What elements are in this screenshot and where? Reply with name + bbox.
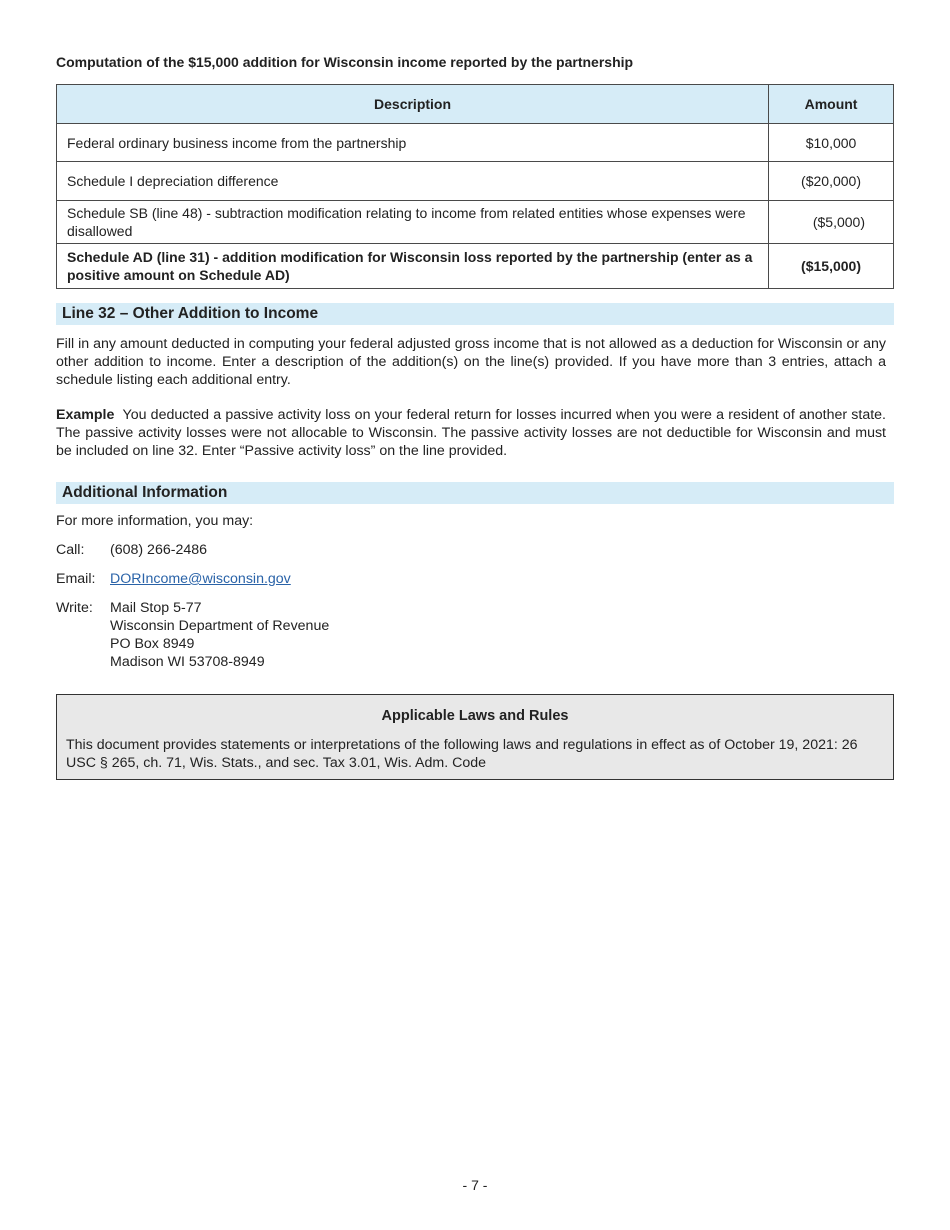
header-amount: Amount	[769, 85, 894, 124]
phone-number: (608) 266-2486	[110, 542, 208, 558]
row-description: Schedule AD (line 31) - addition modification for Wisconsin loss reported by the partnership (enter as a positive amount on Schedule AD)	[57, 244, 769, 289]
example-text: You deducted a passive activity loss on your federal return for losses incurred when you were a resident of another state. The passive activity losses were not allocable to Wisconsin. The passive activity losses are not deductible for Wisconsin and must be included on line 32. Enter “Passive activity loss” on the line provided.	[56, 407, 886, 459]
line32-heading: Line 32 – Other Addition to Income	[56, 303, 894, 325]
table-row-total	[57, 244, 894, 289]
address-line: PO Box 8949	[110, 636, 195, 652]
laws-text: This document provides statements or interpretations of the following laws and regulations in effect as of October 19, 2021: 26 USC § 265, ch. 71, Wis. Stats., and sec. Tax 3.01, Wis. Adm. Code	[66, 737, 858, 771]
page-number: - 7 -	[462, 1177, 488, 1193]
table-row	[57, 162, 894, 201]
line32-example	[56, 406, 886, 460]
additional-info-intro: For more information, you may:	[56, 513, 254, 529]
table-row	[57, 124, 894, 162]
header-description: Description	[57, 85, 769, 124]
row-amount: ($15,000)	[769, 244, 894, 289]
table-caption: Computation of the $15,000 addition for Wisconsin income reported by the partnership	[56, 54, 634, 70]
row-amount: ($5,000)	[769, 201, 894, 244]
row-description: Schedule SB (line 48) - subtraction modification relating to income from related entities whose expenses were disallowed	[57, 201, 769, 244]
additional-info-heading: Additional Information	[56, 482, 894, 504]
computation-table	[56, 84, 894, 289]
row-description: Schedule I depreciation difference	[57, 162, 769, 201]
applicable-laws-box	[56, 694, 894, 780]
address-line: Madison WI 53708-8949	[110, 654, 265, 670]
write-label: Write:	[56, 600, 93, 616]
email-label: Email:	[56, 571, 96, 587]
address-line: Mail Stop 5-77	[110, 600, 202, 616]
row-amount: $10,000	[769, 124, 894, 162]
line32-body: Fill in any amount deducted in computing your federal adjusted gross income that is not allowed as a deduction for Wisconsin or any other addition to income. Enter a description of the addition(s) on the line(s) provided. If you have more than 3 entries, attach a schedule listing each additional entry.	[56, 336, 886, 388]
table-row	[57, 201, 894, 244]
address-line: Wisconsin Department of Revenue	[110, 618, 330, 634]
table-header-row	[57, 85, 894, 124]
call-label: Call:	[56, 542, 85, 558]
laws-title: Applicable Laws and Rules	[381, 708, 569, 724]
mailing-address	[110, 599, 329, 671]
example-label: Example	[56, 407, 115, 423]
row-amount: ($20,000)	[769, 162, 894, 201]
row-description: Federal ordinary business income from the partnership	[57, 124, 769, 162]
email-link[interactable]: DORIncome@wisconsin.gov	[110, 571, 291, 587]
